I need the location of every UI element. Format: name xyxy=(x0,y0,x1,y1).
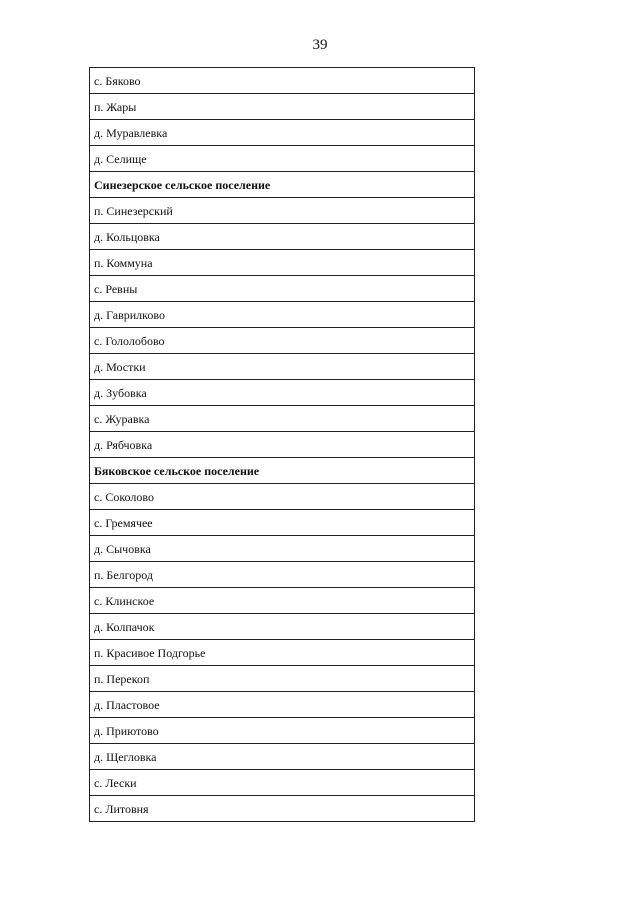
settlement-row xyxy=(90,198,475,224)
settlement-cell: д. Пластовое xyxy=(90,692,475,718)
settlement-row xyxy=(90,432,475,458)
settlement-cell: с. Ревны xyxy=(90,276,475,302)
settlement-row xyxy=(90,744,475,770)
settlement-cell: с. Гололобово xyxy=(90,328,475,354)
settlement-cell: с. Лески xyxy=(90,770,475,796)
settlement-row xyxy=(90,796,475,822)
settlement-cell: д. Щегловка xyxy=(90,744,475,770)
settlement-cell: д. Муравлевка xyxy=(90,120,475,146)
settlement-cell: д. Рябчовка xyxy=(90,432,475,458)
settlement-cell: д. Колпачок xyxy=(90,614,475,640)
settlement-row xyxy=(90,94,475,120)
settlement-cell: д. Сычовка xyxy=(90,536,475,562)
settlement-cell: п. Синезерский xyxy=(90,198,475,224)
settlement-cell: с. Журавка xyxy=(90,406,475,432)
settlement-cell: д. Селище xyxy=(90,146,475,172)
settlement-cell: п. Красивое Подгорье xyxy=(90,640,475,666)
settlement-cell: д. Зубовка xyxy=(90,380,475,406)
settlement-row xyxy=(90,640,475,666)
settlement-cell: с. Клинское xyxy=(90,588,475,614)
settlement-cell: с. Соколово xyxy=(90,484,475,510)
settlement-row xyxy=(90,588,475,614)
section-heading-cell: Бяковское сельское поселение xyxy=(90,458,475,484)
settlement-row xyxy=(90,510,475,536)
settlement-cell: п. Жары xyxy=(90,94,475,120)
settlement-cell: с. Литовня xyxy=(90,796,475,822)
settlement-row xyxy=(90,536,475,562)
settlement-row xyxy=(90,614,475,640)
settlements-table xyxy=(89,67,475,822)
settlement-row xyxy=(90,354,475,380)
settlement-row xyxy=(90,484,475,510)
settlements-table-body xyxy=(90,68,475,822)
settlement-cell: п. Перекоп xyxy=(90,666,475,692)
settlement-cell: п. Белгород xyxy=(90,562,475,588)
page-number: 39 xyxy=(312,37,328,53)
settlement-cell: д. Мостки xyxy=(90,354,475,380)
settlement-row xyxy=(90,406,475,432)
settlement-cell: с. Бяково xyxy=(90,68,475,94)
settlement-row xyxy=(90,224,475,250)
settlement-cell: д. Кольцовка xyxy=(90,224,475,250)
section-heading-row xyxy=(90,458,475,484)
settlement-cell: д. Приютово xyxy=(90,718,475,744)
settlement-row xyxy=(90,666,475,692)
settlement-row xyxy=(90,68,475,94)
settlement-row xyxy=(90,302,475,328)
settlement-row xyxy=(90,146,475,172)
settlement-row xyxy=(90,328,475,354)
settlement-row xyxy=(90,718,475,744)
settlement-cell: с. Гремячее xyxy=(90,510,475,536)
settlement-cell: п. Коммуна xyxy=(90,250,475,276)
settlement-row xyxy=(90,692,475,718)
section-heading-cell: Синезерское сельское поселение xyxy=(90,172,475,198)
section-heading-row xyxy=(90,172,475,198)
settlement-row xyxy=(90,120,475,146)
settlement-row xyxy=(90,380,475,406)
settlement-row xyxy=(90,770,475,796)
settlement-row xyxy=(90,276,475,302)
settlement-cell: д. Гаврилково xyxy=(90,302,475,328)
settlement-row xyxy=(90,562,475,588)
settlement-row xyxy=(90,250,475,276)
